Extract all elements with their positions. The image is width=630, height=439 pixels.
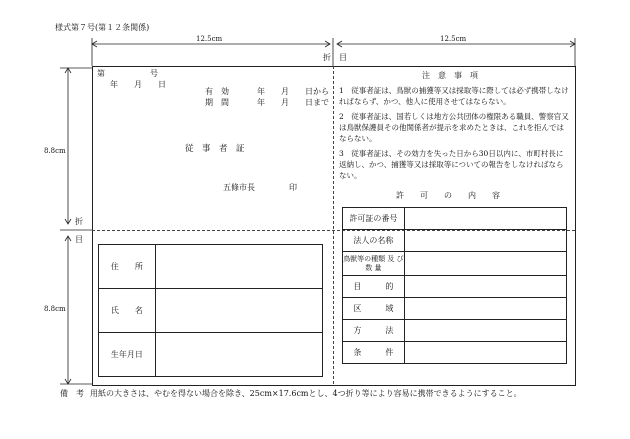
holder-row (99, 245, 323, 289)
permit-row (343, 298, 567, 320)
remark-label: 備 考 (60, 389, 84, 398)
fold-line-vertical (333, 66, 334, 384)
permit-label-method: 方 法 (343, 320, 405, 342)
permit-row (343, 276, 567, 298)
validity-label-2: 期 間 (205, 98, 229, 107)
note-item-1: 1 従事者証は、鳥獣の捕獲等又は採取等に際しては必ず携帯しなければならず、かつ、他人に使用させてはならない。 (339, 86, 569, 106)
permit-row (343, 252, 567, 276)
holder-label-name: 氏 名 (99, 289, 156, 333)
permit-label-corp: 法人の名称 (343, 230, 405, 252)
permit-row (343, 342, 567, 364)
notes-heading: 注 意 事 項 (422, 71, 478, 80)
remark-text: 用紙の大きさは、やむを得ない場合を除き、25cm×17.6cmとし、4つ折り等により容易に携帯できるようにすること。 (90, 389, 522, 398)
permit-label-area: 区 域 (343, 298, 405, 320)
validity-label-1: 有 効 (205, 87, 229, 96)
holder-row (99, 333, 323, 377)
note-item-3: 3 従事者証は、その効力を失った日から30日以内に、市町村長に返納し、かつ、捕獲等又は採取等についての報告をしなければならない。 (339, 149, 564, 180)
permit-value-method[interactable] (404, 320, 566, 342)
permit-value-condition[interactable] (404, 342, 566, 364)
holder-value-birthdate[interactable] (155, 333, 322, 377)
permit-label-purpose: 目 的 (343, 276, 405, 298)
holder-value-address[interactable] (155, 245, 322, 289)
dim-lower-height: 8.8cm (44, 305, 66, 313)
permit-row (343, 230, 567, 252)
holder-label-birthdate: 生年月日 (99, 333, 156, 377)
holder-table (98, 244, 323, 377)
number-prefix: 第 (97, 69, 105, 78)
permit-row (343, 208, 567, 230)
permit-row (343, 320, 567, 342)
issuer-name: 五條市長 (223, 183, 255, 192)
seal-mark: 印 (289, 183, 297, 192)
fold-mark-side-1: 折 (75, 217, 83, 226)
validity-from: 年 月 日から (257, 87, 329, 96)
permit-label-condition: 条 件 (343, 342, 405, 364)
permit-label-number: 許可証の番号 (343, 208, 405, 230)
permit-table (342, 207, 567, 364)
permit-heading: 許 可 の 内 容 (396, 191, 500, 200)
dim-top-left: 12.5cm (196, 35, 223, 43)
holder-row (99, 289, 323, 333)
notes-list (339, 85, 569, 185)
certificate-title: 従 事 者 証 (185, 144, 245, 154)
validity-to: 年 月 日まで (257, 98, 329, 107)
permit-value-purpose[interactable] (404, 276, 566, 298)
fold-mark-top: 折 目 (323, 53, 347, 62)
holder-value-name[interactable] (155, 289, 322, 333)
permit-value-corp[interactable] (404, 230, 566, 252)
note-item-2: 2 従事者証は、国若しくは地方公共団体の権限ある職員、警察官又は鳥獣保護員その他関係者が提示を求めたときは、これを拒んではならない。 (339, 112, 569, 143)
permit-value-number[interactable] (404, 208, 566, 230)
fold-mark-side-2: 目 (75, 235, 83, 244)
permit-value-area[interactable] (404, 298, 566, 320)
permit-label-species: 鳥獣等の種類 及 び 数 量 (343, 252, 405, 276)
issue-date: 年 月 日 (110, 80, 166, 89)
number-suffix: 号 (150, 69, 158, 78)
dim-top-right: 12.5cm (440, 35, 467, 43)
form-title: 様式第７号(第１２条関係) (55, 23, 150, 32)
permit-value-species[interactable] (404, 252, 566, 276)
holder-label-address: 住 所 (99, 245, 156, 289)
dim-upper-height: 8.8cm (44, 147, 66, 155)
